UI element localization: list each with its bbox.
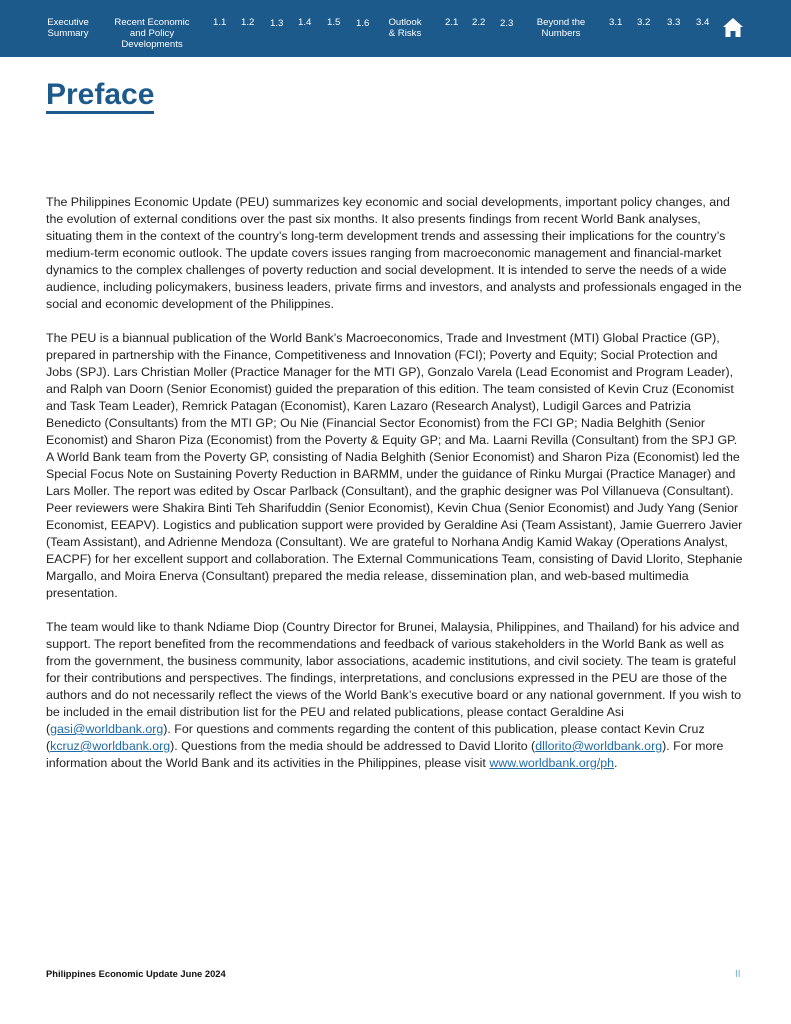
paragraph-text: The team would like to thank Ndiame Diop (Country Director for Brunei, Malaysia, Philippines, and Thailand) for his advice and support. The report benefited from the recommendations and feedback of various stakeholders in the World Bank as well as from the government, the business community, labor associations, academic institutions, and civil society. The team is grateful for their contributions and perspectives. The findings, interpretations, and conclusions expressed in the PEU are those of the authors and do not necessarily reflect the views of the World Bank’s executive board or any national government. If you wish to be included in the email distribution list for the PEU and related publications, please contact Geraldine Asi ( [46,620,742,736]
nav-beyond-the-numbers[interactable]: Beyond the Numbers [536,17,586,39]
nav-section-1-2[interactable]: 1.2 [241,17,255,28]
paragraph-text: . [613,756,618,770]
nav-section-2-3[interactable]: 2.3 [500,18,514,29]
nav-section-3-4[interactable]: 3.4 [696,17,710,28]
nav-section-3-1[interactable]: 3.1 [609,17,623,28]
page-number: II [735,969,741,980]
top-navigation-bar [0,0,791,57]
nav-section-3-2[interactable]: 3.2 [637,17,651,28]
nav-section-1-3[interactable]: 1.3 [270,18,284,29]
paragraph-text: ). For more information about the World Bank and its activities in the Philippines, please visit [46,739,724,770]
website-link[interactable]: www.worldbank.org/ph [489,756,614,770]
nav-executive-summary[interactable]: Executive Summary [47,17,89,39]
paragraph-team: The PEU is a biannual publication of the World Bank’s Macroeconomics, Trade and Investment (MTI) Global Practice (GP), prepared in partnership with the Finance, Competitiveness and Innovation (FCI); Poverty and Equity; Social Protection and Jobs (SPJ). Lars Christian Moller (Practice Manager for the MTI GP), Gonzalo Varela (Lead Economist and Program Leader), and Ralph van Doorn (Senior Economist) guided the preparation of this edition. The team consisted of Kevin Cruz (Economist and Task Team Leader), Remrick Patagan (Economist), Karen Lazaro (Research Analyst), Ludigil Garces and Patrizia Benedicto (Consultants) from the MTI GP; Ou Nie (Financial Sector Economist) from the FCI GP; Nadia Belghith (Senior Economist) and Sharon Piza (Economist) from the Poverty & Equity GP; and Ma. Laarni Revilla (Consultant) from the SPJ GP. A World Bank team from the Poverty GP, consisting of Nadia Belghith (Senior Economist) and Sharon Piza (Economist) led the Special Focus Note on Sustaining Poverty Reduction in BARMM, under the guidance of Rinku Murgai (Practice Manager) and Lars Moller. The report was edited by Oscar Parlback (Consultant), and the graphic designer was Pol Villanueva (Consultant). Peer reviewers were Shakira Binti Teh Sharifuddin (Senior Economist), Kevin Chua (Senior Economist) and Judy Yang (Senior Economist, EEAPV). Logistics and publication support were provided by Geraldine Asi (Team Assistant), Jamie Guerrero Javier (Team Assistant), and Adrienne Mendoza (Consultant). We are grateful to Norhana Andig Kamid Wakay (Operations Analyst, EACPF) for her excellent support and collaboration. The External Communications Team, consisting of David Llorito, Stephanie Margallo, and Moira Enerva (Consultant) prepared the media release, dissemination plan, and web-based multimedia presentation. [46,331,743,600]
email-link-kcruz[interactable]: kcruz@worldbank.org [50,739,171,753]
nav-section-2-1[interactable]: 2.1 [445,17,459,28]
nav-section-1-5[interactable]: 1.5 [327,17,341,28]
home-icon[interactable] [722,17,744,38]
paragraph-acknowledgements [46,619,746,772]
nav-recent-economic-developments[interactable]: Recent Economic and Policy Developments [114,17,190,50]
nav-section-1-1[interactable]: 1.1 [213,17,227,28]
nav-section-3-3[interactable]: 3.3 [667,17,681,28]
footer-report-title: Philippines Economic Update June 2024 [46,968,226,979]
preface-body [46,194,746,789]
paragraph-text: ). For questions and comments regarding the content of this publication, please contact Kevin Cruz ( [46,722,705,753]
nav-section-1-4[interactable]: 1.4 [298,17,312,28]
title-underline [46,111,154,114]
nav-outlook-risks[interactable]: Outlook & Risks [388,17,422,39]
paragraph-text: ). Questions from the media should be addressed to David Llorito ( [170,739,536,753]
nav-section-1-6[interactable]: 1.6 [356,18,370,29]
paragraph-purpose: The Philippines Economic Update (PEU) summarizes key economic and social developments, important policy changes, and the evolution of external conditions over the past six months. It also presents findings from recent World Bank analyses, situating them in the context of the country’s long-term development trends and assessing their implications for the country’s medium-term economic outlook. The update covers issues ranging from macroeconomic management and financial-market dynamics to the complex challenges of poverty reduction and social development. It is intended to serve the needs of a wide audience, including policymakers, business leaders, private firms and investors, and analysts and professionals engaged in the social and economic development of the Philippines. [46,195,742,311]
nav-section-2-2[interactable]: 2.2 [472,17,486,28]
page-title: Preface [46,78,155,111]
email-link-gasi[interactable]: gasi@worldbank.org [50,722,164,736]
email-link-dllorito[interactable]: dllorito@worldbank.org [535,739,663,753]
